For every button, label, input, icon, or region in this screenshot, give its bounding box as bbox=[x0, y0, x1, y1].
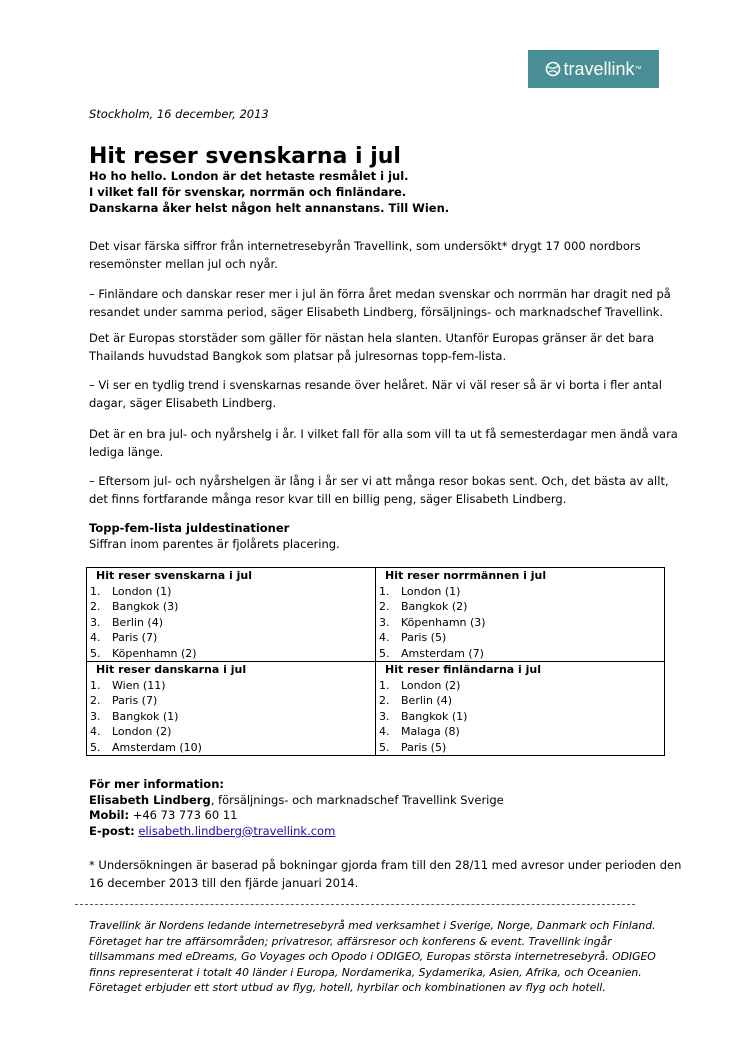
body-paragraph: Det är Europas storstäder som gäller för nästan hela slanten. Utanför Europas gränser är det bara Thailands huvudstad Bangkok som platsar på julresornas topp-fem-lista. bbox=[89, 331, 655, 363]
travellink-logo bbox=[528, 50, 659, 88]
destination-heading: Hit reser danskarna i jul bbox=[96, 663, 247, 676]
destination-heading: Hit reser finländarna i jul bbox=[385, 663, 541, 676]
list-item: 5. Paris (5) bbox=[379, 740, 447, 754]
list-item: 2. Bangkok (2) bbox=[379, 600, 468, 613]
logo-text: travellink bbox=[563, 58, 635, 79]
body-paragraph: Det visar färska siffror från internetresebyrån Travellink, som undersökt* drygt 17 000 nordbors resemönster mellan jul och nyår. bbox=[89, 239, 641, 271]
list-item: 3. Köpenhamn (3) bbox=[379, 615, 486, 629]
body-paragraph: Det är en bra jul- och nyårshelg i år. I vilket fall för alla som vill ta ut få semesterdagar men ändå vara lediga länge. bbox=[89, 427, 678, 459]
destination-cell-finland bbox=[376, 662, 665, 756]
mobile-label: Mobil: bbox=[89, 808, 130, 822]
destination-cell-denmark bbox=[87, 662, 376, 756]
dateline: Stockholm, 16 december, 2013 bbox=[89, 107, 269, 121]
list-item: 5. Köpenhamn (2) bbox=[90, 646, 197, 660]
lead-line: Danskarna åker helst någon helt annanstans. Till Wien. bbox=[89, 201, 450, 215]
destination-heading: Hit reser norrmännen i jul bbox=[385, 569, 547, 582]
email-link[interactable]: elisabeth.lindberg@travellink.com bbox=[138, 823, 336, 838]
list-item: 1. London (1) bbox=[379, 584, 461, 598]
contact-info bbox=[89, 777, 504, 839]
list-item: 1. London (1) bbox=[90, 584, 172, 598]
list-item: 4. London (2) bbox=[90, 725, 172, 738]
body-paragraph: – Finländare och danskar reser mer i jul än förra året medan svenskar och norrmän har dragit ned på resandet under samma period, säger Elisabeth Lindberg, försäljnings- och marknadschef Travellink. bbox=[89, 287, 671, 319]
contact-heading: För mer information: bbox=[89, 777, 224, 791]
contact-role: , försäljnings- och marknadschef Travellink Sverige bbox=[210, 792, 504, 807]
body-paragraph: – Vi ser en tydlig trend i svenskarnas resande över helåret. När vi väl reser så är vi borta i fler antal dagar, säger Elisabeth Lindberg. bbox=[89, 378, 662, 410]
globe-icon bbox=[545, 61, 561, 77]
list-item: 1. London (2) bbox=[379, 678, 461, 692]
contact-name: Elisabeth Lindberg bbox=[89, 792, 211, 807]
list-item: 5. Amsterdam (10) bbox=[90, 740, 202, 754]
list-heading: Topp-fem-lista juldestinationer bbox=[89, 521, 290, 535]
body-paragraph: – Eftersom jul- och nyårshelgen är lång i år ser vi att många resor bokas sent. Och, det bästa av allt, det finns fortfarande många resor kvar till en billig peng, säger Elisabeth Lindberg. bbox=[89, 474, 669, 506]
list-item: 2. Berlin (4) bbox=[379, 694, 452, 707]
list-item: 5. Amsterdam (7) bbox=[379, 646, 484, 660]
list-item: 4. Paris (5) bbox=[379, 631, 447, 644]
lead-text bbox=[89, 168, 449, 216]
destination-heading: Hit reser svenskarna i jul bbox=[96, 569, 252, 582]
about-text: Travellink är Nordens ledande internetresebyrå med verksamhet i Sverige, Norge, Danmark och Finland. Företaget har tre affärsområden; privatresor, affärsresor och konferens & event. Travellink ingår tillsammans med eDreams, Go Voyages och Opodo i ODIGEO, Europas största internetresebyrå. ODIGEO finns representerat i totalt 40 länder i Europa, Nordamerika, Sydamerika, Asien, Afrika, och Oceanien. Företaget erbjuder ett stort utbud av flyg, hotell, hyrbilar och kombinationen av flyg och hotell. bbox=[89, 919, 656, 994]
email-label: E-post: bbox=[89, 823, 135, 838]
list-item: 1. Wien (11) bbox=[90, 678, 166, 692]
list-header bbox=[89, 520, 340, 552]
list-item: 2. Bangkok (3) bbox=[90, 600, 179, 613]
destination-cell-norway bbox=[376, 568, 665, 662]
divider bbox=[75, 904, 635, 905]
logo-trademark: ™ bbox=[634, 65, 642, 73]
list-item: 4. Paris (7) bbox=[90, 631, 158, 644]
list-item: 2. Paris (7) bbox=[90, 694, 158, 707]
list-item: 3. Bangkok (1) bbox=[90, 709, 179, 723]
lead-line: Ho ho hello. London är det hetaste resmålet i jul. bbox=[89, 169, 409, 183]
destinations-table bbox=[86, 567, 665, 756]
list-subheading: Siffran inom parentes är fjolårets placering. bbox=[89, 537, 340, 551]
mobile-number: +46 73 773 60 11 bbox=[129, 808, 238, 822]
list-item: 3. Bangkok (1) bbox=[379, 709, 468, 723]
footnote: * Undersökningen är baserad på bokningar gjorda fram till den 28/11 med avresor under perioden den 16 december 2013 till den fjärde januari 2014. bbox=[89, 858, 682, 890]
list-item: 4. Malaga (8) bbox=[379, 725, 460, 738]
destination-cell-sweden bbox=[87, 568, 376, 662]
list-item: 3. Berlin (4) bbox=[90, 615, 163, 629]
lead-line: I vilket fall för svenskar, norrmän och finländare. bbox=[89, 185, 407, 199]
page-title: Hit reser svenskarna i jul bbox=[89, 144, 401, 169]
